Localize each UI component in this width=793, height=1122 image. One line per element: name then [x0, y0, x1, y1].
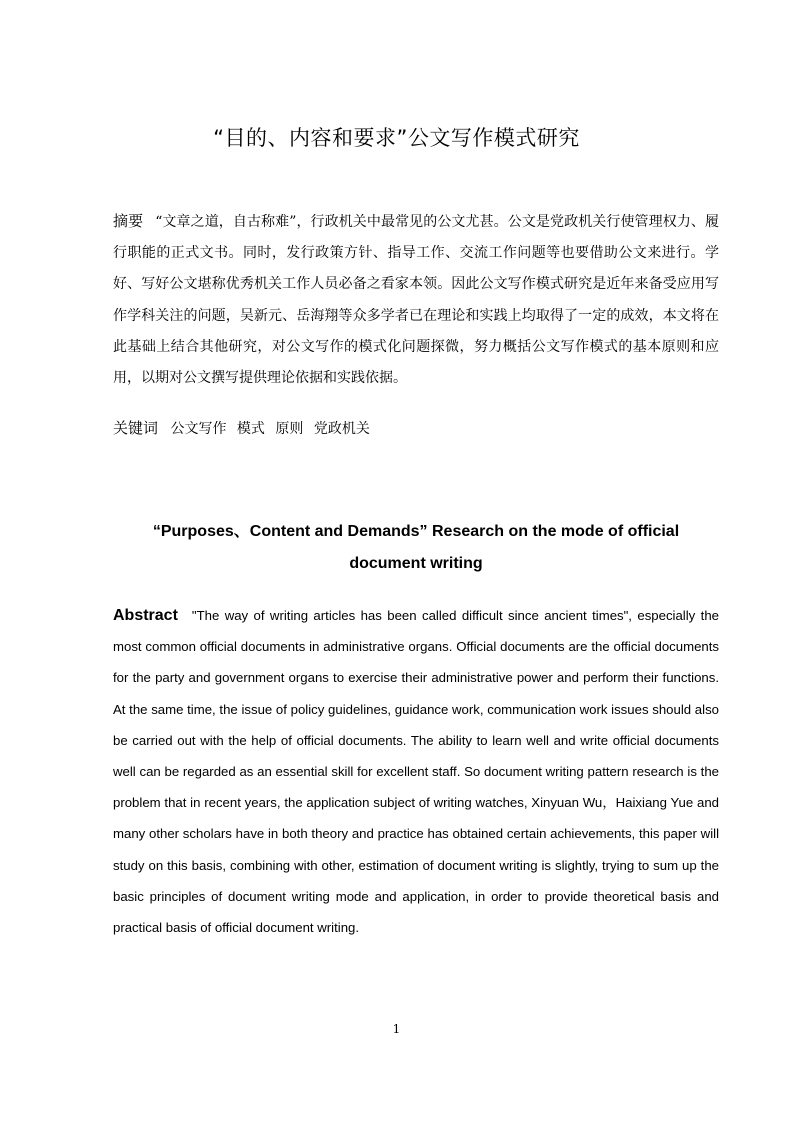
keyword: 原则	[275, 421, 304, 437]
chinese-abstract-label: 摘要	[113, 212, 144, 230]
english-abstract-label: Abstract	[113, 607, 178, 624]
page-number: 1	[392, 1022, 401, 1036]
chinese-keywords-label: 关键词	[113, 419, 159, 437]
keyword: 公文写作	[170, 421, 227, 437]
chinese-abstract-text: “文章之道，自古称难”，行政机关中最常见的公文尤甚。公文是党政机关行使管理权力、履行职能的正式文书。同时，发行政策方针、指导工作、交流工作问题等也要借助公文来进行。学好、写好公文堪称优秀机关工作人员必备之看家本领。因此公文写作模式研究是近年来备受应用写作学科关注的问题，吴新元、岳海翔等众多学者已在理论和实践上均取得了一定的成效，本文将在此基础上结合其他研究，对公文写作的模式化问题探微，努力概括公文写作模式的基本原则和应用，以期对公文撰写提供理论依据和实践依据。	[113, 214, 719, 387]
keyword: 模式	[236, 421, 265, 437]
chinese-keywords	[113, 413, 719, 445]
chinese-abstract	[113, 206, 719, 394]
keyword: 党政机关	[313, 421, 370, 437]
chinese-title: “目的、内容和要求”公文写作模式研究	[213, 126, 580, 150]
english-abstract	[113, 600, 719, 943]
english-abstract-text: "The way of writing articles has been called difficult since ancient times", especially the most common official documents in administrative organs. Official documents are the official documents for the party and government organs to exercise their administrative power and perform their functions. At the same time, the issue of policy guidelines, guidance work, communication work issues should also be carried out with the help of official documents. The ability to learn well and write official documents well can be regarded as an essential skill for excellent staff. So document writing pattern research is the problem that in recent years, the application subject of writing watches, Xinyuan Wu，Haixiang Yue and many other scholars have in both theory and practice has obtained certain achievements, this paper will study on this basis, combining with other, estimation of document writing is slightly, trying to sum up the basic principles of document writing mode and application, in order to provide theoretical basis and practical basis of official document writing.	[113, 608, 719, 936]
english-title: “Purposes、Content and Demands” Research on the mode of official document writing	[152, 523, 680, 572]
